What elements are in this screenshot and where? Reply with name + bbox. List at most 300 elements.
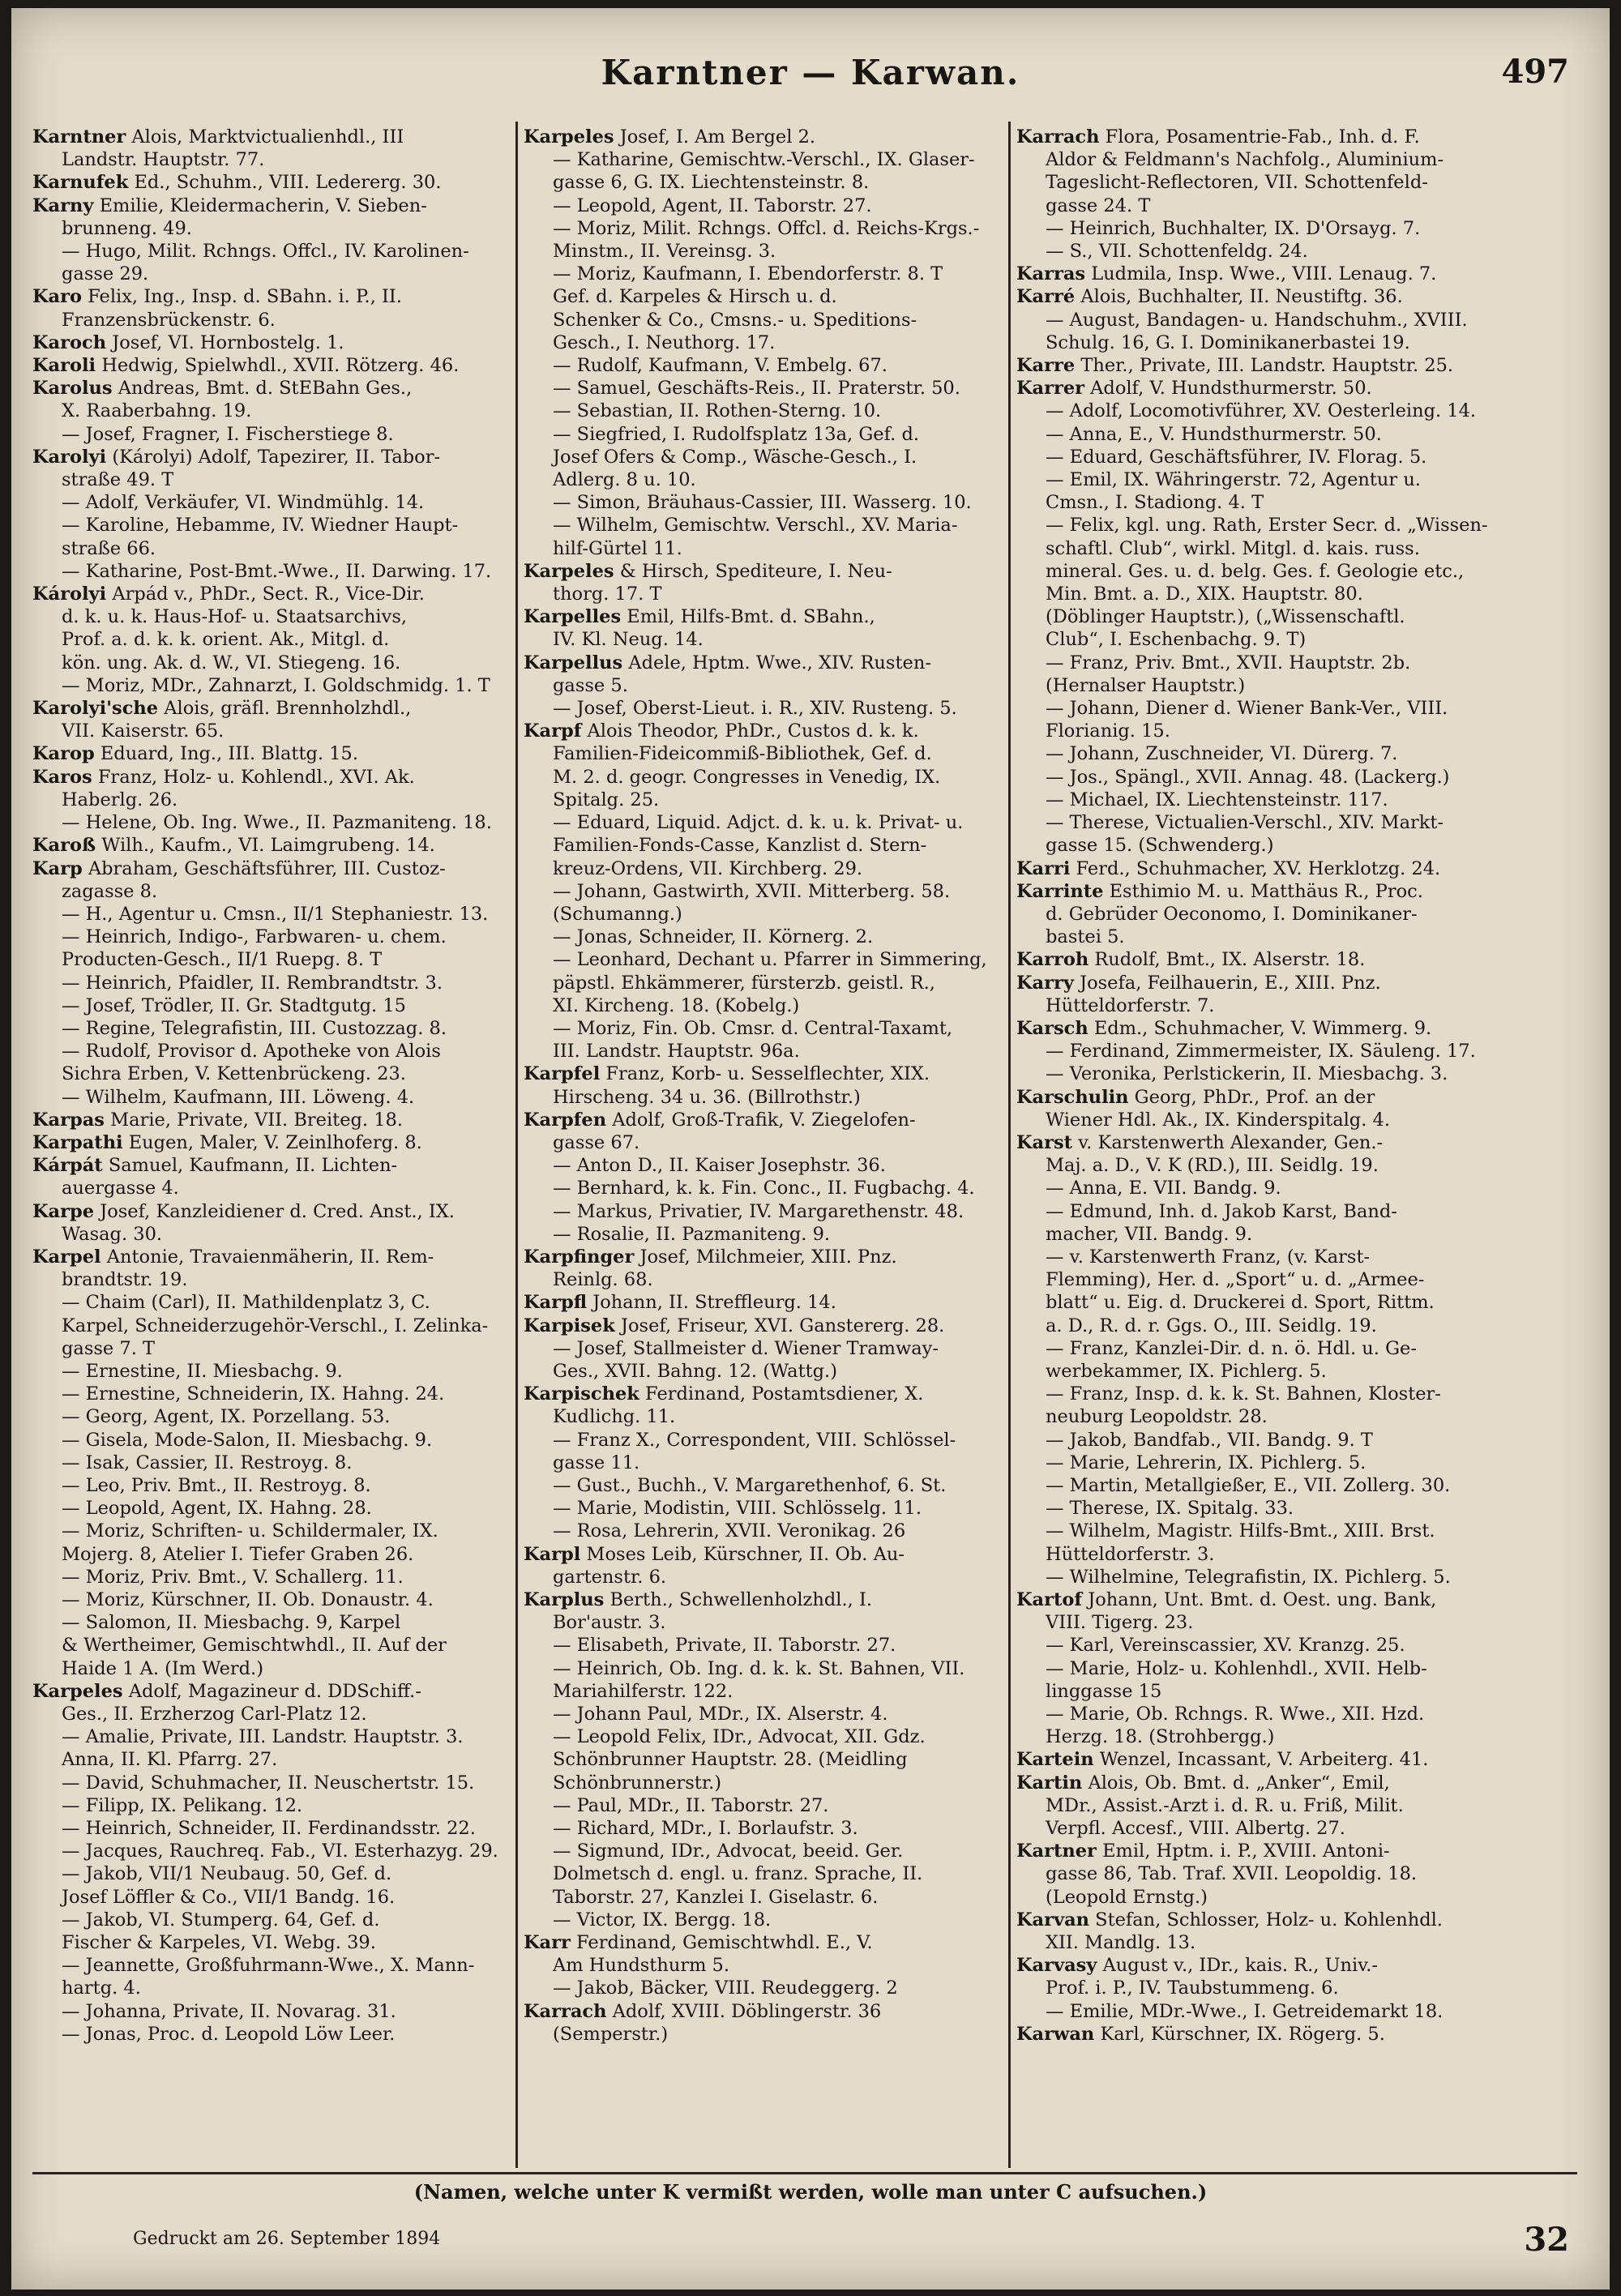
directory-line [32,903,511,926]
directory-line [32,377,511,400]
surname: Kartner [1016,1841,1097,1862]
surname: Karpischek [524,1383,639,1405]
entry-text: — Franz, Insp. d. k. k. St. Bahnen, Kloster- [1046,1383,1441,1405]
entry-text: Schenker & Co., Cmsns.- u. Speditions- [553,309,917,331]
directory-line [524,423,1000,446]
surname: Karpf [524,720,582,742]
directory-line [1016,1337,1503,1360]
directory-line [524,446,1000,468]
directory-line [524,1886,1000,1909]
directory-line [32,857,511,880]
entry-text: — Wilhelm, Gemischtw. Verschl., XV. Maria- [553,515,958,537]
entry-text: — Leonhard, Dechant u. Pfarrer in Simmering, [553,949,987,971]
column-2 [524,126,1000,2160]
entry-text: — Therese, IX. Spitalg. 33. [1046,1498,1294,1520]
directory-line [524,1291,1000,1314]
entry-text: Sichra Erben, V. Kettenbrückeng. 23. [62,1063,406,1085]
entry-text: Karpel, Schneiderzugehör-Verschl., I. Zelinka- [62,1315,489,1336]
directory-line [524,1909,1000,1931]
surname: Karoli [32,355,96,377]
directory-line [524,171,1000,194]
directory-line [32,1223,511,1246]
entry-text: MDr., Assist.-Arzt i. d. R. u. Friß, Milit. [1046,1794,1404,1816]
entry-text: Kudlichg. 11. [553,1406,676,1428]
directory-line [32,1040,511,1062]
entry-text: Mojerg. 8, Atelier I. Tiefer Graben 26. [62,1543,414,1565]
directory-line [1016,309,1503,331]
directory-line [32,1200,511,1223]
surname: Kartein [1016,1749,1094,1771]
directory-line [524,1109,1000,1131]
entry-text: Minstm., II. Vereinsg. 3. [553,241,776,263]
surname: Karwan [1016,2023,1095,2045]
entry-text: Adele, Hptm. Wwe., XIV. Rusten- [622,652,931,673]
entry-text: bastei 5. [1046,926,1125,948]
directory-line [32,1657,511,1680]
directory-line [524,1154,1000,1177]
directory-line [1016,1840,1503,1862]
directory-line [32,2023,511,2046]
directory-line [32,1017,511,1040]
surname: Karpfinger [524,1246,635,1268]
entry-text: Rudolf, Bmt., IX. Alserstr. 18. [1089,949,1366,971]
entry-text: Ferd., Schuhmacher, XV. Herklotzg. 24. [1070,857,1441,879]
entry-text: Josef Ofers & Comp., Wäsche-Gesch., I. [553,446,917,468]
entry-text: Edm., Schuhmacher, V. Wimmerg. 9. [1088,1017,1432,1039]
entry-text: Schönbrunner Hauptstr. 28. (Meidling [553,1749,908,1771]
directory-line [1016,1862,1503,1885]
entry-text: — Jeannette, Großfuhrmann-Wwe., X. Mann- [62,1955,475,1977]
directory-line [32,1909,511,1931]
directory-line [32,240,511,263]
entry-text: — August, Bandagen- u. Handschuhm., XVIII. [1046,309,1468,331]
entry-text: Producten-Gesch., II/1 Ruepg. 8. T [62,949,383,971]
entry-text: — Jacques, Rauchreq. Fab., VI. Esterhazyg. 29. [62,1841,498,1862]
entry-text: Ed., Schuhm., VIII. Ledererg. 30. [128,172,442,194]
directory-line [1016,1520,1503,1542]
directory-line [1016,1291,1503,1314]
directory-line [1016,400,1503,422]
column-divider [515,122,518,2168]
surname: Karpisek [524,1315,615,1336]
entry-text: Stefan, Schlosser, Holz- u. Kohlenhdl. [1089,1909,1443,1930]
directory-line [32,1725,511,1748]
directory-line [524,285,1000,308]
entry-text: — Moriz, Kürschner, II. Ob. Donaustr. 4. [62,1589,434,1610]
entry-text: — Heinrich, Indigo-, Farbwaren- u. chem. [62,926,447,948]
surname: Karry [1016,972,1074,994]
directory-line [1016,1772,1503,1794]
entry-text: — Siegfried, I. Rudolfsplatz 13a, Gef. d. [553,423,920,445]
directory-line [1016,285,1503,308]
directory-line [524,1840,1000,1862]
directory-line [1016,491,1503,514]
directory-line [32,1931,511,1954]
surname: Karpfl [524,1292,588,1314]
directory-line [524,697,1000,720]
directory-line [1016,1177,1503,1199]
entry-text: (Döblinger Hauptstr.), („Wissenschaftl. [1046,606,1405,628]
directory-line [1016,1474,1503,1497]
page-number: 497 [1501,53,1569,91]
entry-text: Wilh., Kaufm., VI. Laimgrubeng. 14. [96,835,435,857]
entry-text: Wasag. 30. [62,1223,163,1245]
directory-line [32,1062,511,1085]
directory-line [1016,1452,1503,1474]
directory-page [11,8,1610,2290]
entry-text: — Gisela, Mode-Salon, II. Miesbachg. 9. [62,1429,433,1451]
entry-text: — Katharine, Gemischtw.-Verschl., IX. Glaser- [553,149,975,171]
directory-line [32,1543,511,1566]
directory-line [1016,1680,1503,1703]
entry-text: — Jonas, Schneider, II. Körnerg. 2. [553,926,874,948]
directory-line [32,560,511,583]
entry-text: — Marie, Ob. Rchngs. R. Wwe., XII. Hzd. [1046,1704,1425,1725]
directory-line [1016,1086,1503,1109]
entry-text: gasse 7. T [62,1337,156,1359]
directory-line [524,1040,1000,1062]
directory-line [32,1634,511,1657]
surname: Karre [1016,355,1076,377]
entry-text: Hirscheng. 34 u. 36. (Billrothstr.) [553,1086,861,1108]
directory-line [32,171,511,194]
surname: Karrach [1016,126,1100,148]
surname: Karpl [524,1543,581,1565]
entry-text: Familien-Fonds-Casse, Kanzlist d. Stern- [553,835,927,857]
surname: Karrer [1016,378,1085,400]
directory-line [524,766,1000,789]
entry-text: XI. Kircheng. 18. (Kobelg.) [553,994,800,1016]
entry-text: Verpfl. Accesf., VIII. Albertg. 27. [1046,1818,1345,1840]
directory-line [524,1703,1000,1725]
directory-line [32,972,511,994]
directory-line [524,1452,1000,1474]
directory-line [1016,766,1503,789]
entry-text: Familien-Fideicommiß-Bibliothek, Gef. d. [553,743,932,765]
entry-text: — Heinrich, Schneider, II. Ferdinandsstr. 22. [62,1818,476,1840]
entry-text: — Johann, Diener d. Wiener Bank-Ver., VIII. [1046,698,1448,720]
entry-text: blatt“ u. Eig. d. Druckerei d. Sport, Rittm. [1046,1292,1435,1314]
directory-line [1016,514,1503,537]
directory-line [32,1611,511,1634]
directory-line [32,1588,511,1611]
directory-line [32,514,511,537]
directory-line [524,811,1000,834]
directory-line [524,377,1000,400]
directory-line [1016,1588,1503,1611]
entry-text: gasse 24. T [1046,195,1151,216]
entry-text: Hütteldorferstr. 7. [1046,994,1215,1016]
directory-line [524,1634,1000,1657]
entry-text: Josef, Friseur, XVI. Ganstererg. 28. [614,1315,945,1336]
directory-line [1016,1246,1503,1268]
entry-text: brunneng. 49. [62,217,192,239]
surname: Karoß [32,835,96,857]
entry-text: (Hernalser Hauptstr.) [1046,674,1246,696]
entry-text: Karl, Kürschner, IX. Rögerg. 5. [1094,2023,1385,2045]
entry-text: — Felix, kgl. ung. Rath, Erster Secr. d. „Wissen- [1046,515,1488,537]
entry-text: — Therese, Victualien-Verschl., XIV. Markt- [1046,812,1444,834]
directory-line [1016,2000,1503,2023]
entry-text: Florianig. 15. [1046,720,1170,742]
directory-line [524,240,1000,263]
directory-line [524,1360,1000,1383]
entry-text: brandtstr. 19. [62,1269,188,1291]
directory-line [1016,583,1503,605]
entry-text: — Moriz, Milit. Rchngs. Offcl. d. Reichs-Krgs.- [553,217,980,239]
entry-text: — Emil, IX. Währingerstr. 72, Agentur u. [1046,469,1421,491]
directory-line [524,1862,1000,1885]
directory-line [524,1817,1000,1840]
entry-text: Felix, Ing., Insp. d. SBahn. i. P., II. [82,286,402,308]
directory-line [524,1725,1000,1748]
entry-text: gasse 67. [553,1131,640,1153]
directory-line [32,354,511,377]
entry-text: — Chaim (Carl), II. Mathildenplatz 3, C. [62,1292,430,1314]
entry-text: Maj. a. D., V. K (RD.), III. Seidlg. 19. [1046,1155,1379,1177]
entry-text: Arpád v., PhDr., Sect. R., Vice-Dir. [106,584,425,605]
directory-line [1016,1634,1503,1657]
directory-line [32,263,511,285]
directory-line [32,468,511,491]
entry-text: Eugen, Maler, V. Zeinlhoferg. 8. [122,1131,422,1153]
surname: Karvan [1016,1909,1089,1930]
entry-text: — Anna, E. VII. Bandg. 9. [1046,1178,1281,1199]
entry-text: — Franz, Priv. Bmt., XVII. Hauptstr. 2b. [1046,652,1411,673]
directory-line [524,1429,1000,1452]
entry-text: d. Gebrüder Oeconomo, I. Dominikaner- [1046,903,1418,925]
entry-text: — Rosa, Lehrerin, XVII. Veronikag. 26 [553,1520,906,1542]
entry-text: (Schumanng.) [553,903,682,925]
directory-line [524,263,1000,285]
directory-line [1016,377,1503,400]
directory-line [32,1772,511,1794]
directory-line [32,948,511,971]
entry-text: M. 2. d. geogr. Congresses in Venedig, IX. [553,766,941,788]
surname: Karoch [32,331,107,353]
entry-text: — Marie, Holz- u. Kohlenhdl., XVII. Helb- [1046,1657,1427,1679]
directory-line [1016,354,1503,377]
directory-line [524,1246,1000,1268]
directory-line [1016,1429,1503,1452]
directory-line [32,126,511,148]
directory-line [524,1131,1000,1154]
directory-line [32,1086,511,1109]
entry-text: Prof. i. P., IV. Taubstummeng. 6. [1046,1977,1339,1999]
directory-line [32,697,511,720]
directory-line [1016,994,1503,1017]
entry-text: a. D., R. d. r. Ggs. O., III. Seidlg. 19. [1046,1315,1377,1336]
directory-line [524,400,1000,422]
surname: Karpel [32,1246,101,1268]
directory-line [524,583,1000,605]
entry-text: — Ernestine, II. Miesbachg. 9. [62,1360,343,1382]
directory-line [32,1131,511,1154]
entry-text: — Eduard, Liquid. Adjct. d. k. u. k. Privat- u. [553,812,964,834]
directory-line [32,1794,511,1817]
directory-line [524,1657,1000,1680]
entry-text: hilf-Gürtel 11. [553,537,682,559]
entry-text: — Moriz, Kaufmann, I. Ebendorferstr. 8. T [553,263,943,285]
directory-line [32,285,511,308]
entry-text: VII. Kaiserstr. 65. [62,720,225,742]
directory-line [32,834,511,857]
footer-divider [32,2172,1577,2174]
entry-text: August v., IDr., kais. R., Univ.- [1097,1955,1379,1977]
entry-text: — Wilhelm, Kaufmann, III. Löweng. 4. [62,1086,415,1108]
entry-text: Haberlg. 26. [62,789,178,810]
directory-line [524,126,1000,148]
column-1 [32,126,511,2160]
directory-line [1016,423,1503,446]
directory-line [1016,789,1503,811]
surname: Karpas [32,1109,105,1131]
surname: Karst [1016,1131,1073,1153]
directory-line [1016,446,1503,468]
surname: Karpe [32,1200,95,1222]
entry-text: — Leopold, Agent, IX. Hahng. 28. [62,1498,372,1520]
entry-text: — Ferdinand, Zimmermeister, IX. Säuleng. 17. [1046,1041,1476,1062]
sheet-signature: 32 [1524,2221,1569,2259]
entry-text: Franz, Korb- u. Sesselflechter, XIX. [600,1063,930,1085]
entry-text: Alois, Ob. Bmt. d. „Anker“, Emil, [1082,1772,1390,1794]
directory-line [1016,1017,1503,1040]
surname: Karrinte [1016,880,1104,902]
surname: Karroh [1016,949,1089,971]
entry-text: X. Raaberbahng. 19. [62,400,252,422]
directory-line [32,1383,511,1405]
entry-text: — Gust., Buchh., V. Margarethenhof, 6. St. [553,1474,947,1496]
directory-line [32,1360,511,1383]
entry-text: Herzg. 18. (Strohbergg.) [1046,1726,1275,1748]
directory-line [1016,2023,1503,2046]
directory-line [524,217,1000,240]
directory-line [524,1977,1000,1999]
directory-line [32,1703,511,1725]
entry-text: kreuz-Ordens, VII. Kirchberg. 29. [553,857,863,879]
surname: Karpeles [32,1680,123,1702]
entry-text: Adolf, Magazineur d. DDSchiff.- [122,1680,421,1702]
directory-line [1016,1931,1503,1954]
directory-line [32,1886,511,1909]
entry-text: — Salomon, II. Miesbachg. 9, Karpel [62,1612,401,1634]
directory-line [524,1268,1000,1291]
entry-text: — Regine, Telegrafistin, III. Custozzag. 8. [62,1017,447,1039]
entry-text: Min. Bmt. a. D., XIX. Hauptstr. 80. [1046,584,1363,605]
entry-text: Franz, Holz- u. Kohlendl., XVI. Ak. [92,766,415,788]
directory-line [1016,1909,1503,1931]
entry-text: — Jakob, Bäcker, VIII. Reudeggerg. 2 [553,1977,898,1999]
directory-line [32,1429,511,1452]
entry-text: — Jos., Spängl., XVII. Annag. 48. (Lackerg.) [1046,766,1450,788]
entry-text: — Sigmund, IDr., Advocat, beeid. Ger. [553,1841,904,1862]
entry-text: — Rudolf, Provisor d. Apotheke von Alois [62,1041,441,1062]
directory-line [32,1268,511,1291]
entry-text: Franzensbrückenstr. 6. [62,309,276,331]
surname: Karré [1016,286,1076,308]
directory-line [524,468,1000,491]
directory-line [524,789,1000,811]
directory-line [32,652,511,674]
directory-line [1016,1817,1503,1840]
entry-text: v. Karstenwerth Alexander, Gen.- [1072,1131,1384,1153]
directory-line [32,1291,511,1314]
directory-line [524,994,1000,1017]
directory-line [1016,468,1503,491]
directory-line [32,1315,511,1337]
directory-line [524,742,1000,765]
entry-text: Ludmila, Insp. Wwe., VIII. Lenaug. 7. [1085,263,1437,285]
entry-text: — Moriz, Priv. Bmt., V. Schallerg. 11. [62,1566,404,1588]
entry-text: — Johann, Gastwirth, XVII. Mitterberg. 58. [553,880,951,902]
directory-line [32,1954,511,1977]
entry-text: Wenzel, Incassant, V. Arbeiterg. 41. [1093,1749,1429,1771]
entry-text: — Victor, IX. Bergg. 18. [553,1909,772,1930]
entry-text: — Johann, Zuschneider, VI. Dürerg. 7. [1046,743,1398,765]
surname: Karo [32,286,82,308]
directory-line [1016,171,1503,194]
entry-text: Taborstr. 27, Kanzlei I. Giselastr. 6. [553,1886,879,1908]
entry-text: Abraham, Geschäftsführer, III. Custoz- [82,857,446,879]
directory-line [32,583,511,605]
entry-text: — Eduard, Geschäftsführer, IV. Florag. 5. [1046,446,1427,468]
entry-text: Adolf, Groß-Trafik, V. Ziegelofen- [606,1109,916,1131]
surname: Karsch [1016,1017,1089,1039]
directory-line [524,1520,1000,1542]
directory-line [32,1520,511,1542]
surname: Karri [1016,857,1071,879]
directory-line [32,1177,511,1199]
directory-line [1016,126,1503,148]
directory-line [32,674,511,697]
directory-line [1016,628,1503,651]
footnote: (Namen, welche unter K vermißt werden, wolle man unter C aufsuchen.) [413,2180,1208,2204]
entry-text: Eduard, Ing., III. Blattg. 15. [94,743,359,765]
directory-line [1016,1977,1503,1999]
column-3 [1016,126,1503,2160]
directory-line [524,1383,1000,1405]
entry-text: thorg. 17. T [553,584,662,605]
entry-text: Alois, Marktvictualienhdl., III [126,126,404,148]
entry-text: zagasse 8. [62,880,158,902]
entry-text: — Rosalie, II. Pazmaniteng. 9. [553,1223,831,1245]
directory-line [1016,1703,1503,1725]
running-title: Karntner — Karwan. [601,53,1020,92]
entry-text: Schulg. 16, G. I. Dominikanerbastei 19. [1046,331,1410,353]
entry-text: Ther., Private, III. Landstr. Hauptstr. 25. [1075,355,1454,377]
entry-text: — Bernhard, k. k. Fin. Conc., II. Fugbachg. 4. [553,1178,975,1199]
directory-line [1016,1794,1503,1817]
entry-text: — Samuel, Geschäfts-Reis., II. Praterstr. 50. [553,378,960,400]
entry-text: — Elisabeth, Private, II. Taborstr. 27. [553,1635,896,1657]
entry-text: — Franz, Kanzlei-Dir. d. n. ö. Hdl. u. Ge- [1046,1337,1417,1359]
directory-line [524,857,1000,880]
entry-text: Josef, VI. Hornbostelg. 1. [106,331,344,353]
column-divider [1008,122,1011,2168]
directory-line [1016,1154,1503,1177]
directory-line [32,605,511,628]
entry-text: Josef, Kanzleidiener d. Cred. Anst., IX. [94,1200,455,1222]
entry-text: — Heinrich, Buchhalter, IX. D'Orsayg. 7. [1046,217,1421,239]
entry-text: werbekammer, IX. Pichlerg. 5. [1046,1360,1327,1382]
entry-text: Josef, Milchmeier, XIII. Pnz. [634,1246,897,1268]
directory-line [1016,331,1503,354]
directory-line [32,1840,511,1862]
entry-text: — Hugo, Milit. Rchngs. Offcl., IV. Karolinen- [62,241,469,263]
entry-text: Alois, Buchhalter, II. Neustiftg. 36. [1075,286,1403,308]
surname: Karny [32,195,94,216]
directory-line [1016,1040,1503,1062]
